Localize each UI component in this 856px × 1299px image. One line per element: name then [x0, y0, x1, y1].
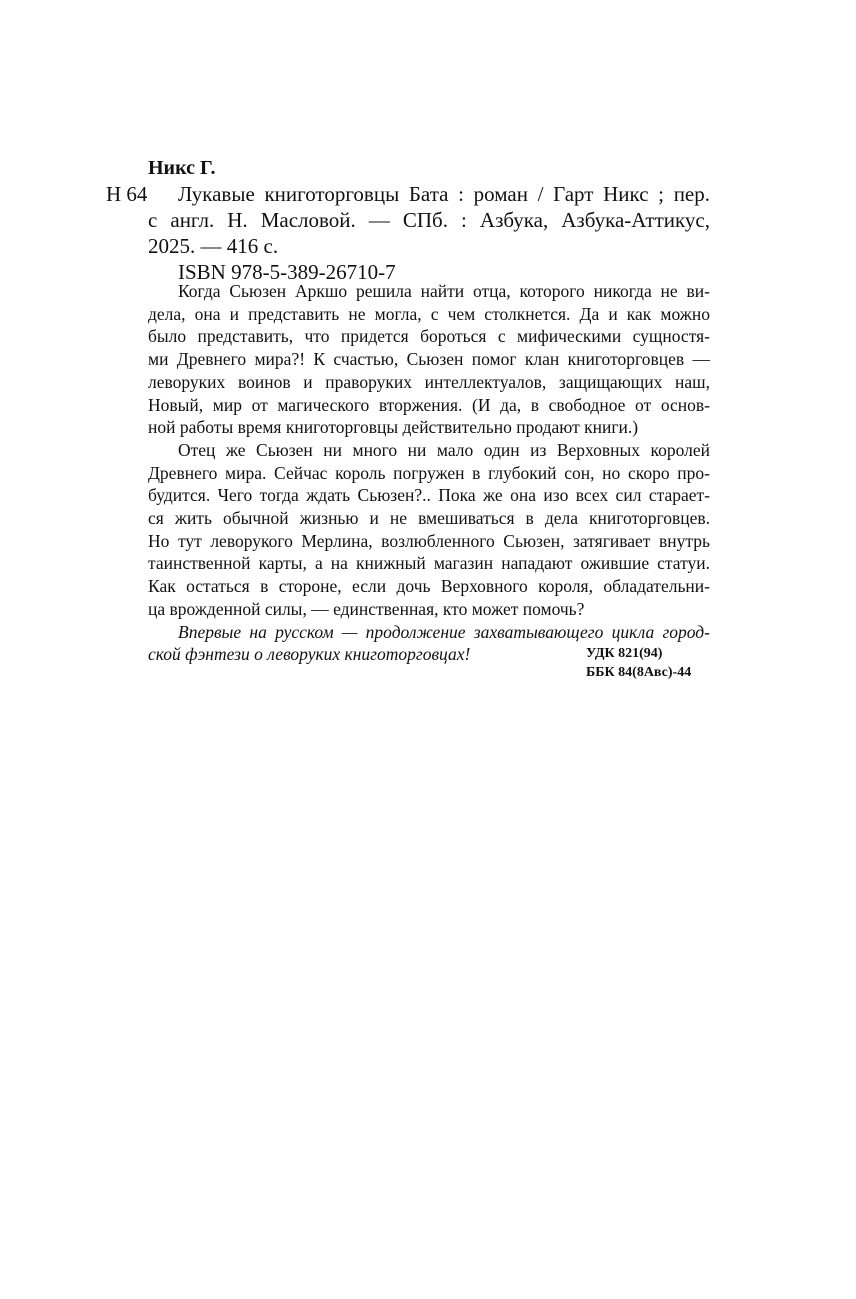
annotation-line: ся жить обычной жизнью и не вмешиваться в дела книготорговцев. — [148, 508, 710, 529]
annotation-italic-line: Впервые на русском — продолжение захватывающего цикла город- — [178, 621, 710, 642]
annotation-italic-line: ской фэнтези о леворуких книготорговцах! — [148, 644, 471, 665]
bibliographic-line: 2025. — 416 с. — [148, 234, 279, 258]
bibliographic-line: Лукавые книготорговцы Бата : роман / Гарт Никс ; пер. — [178, 182, 710, 206]
bibliographic-line: с англ. Н. Масловой. — СПб. : Азбука, Азбука-Аттикус, — [148, 208, 710, 232]
annotation-line: Древнего мира. Сейчас король погружен в глубокий сон, но скоро про- — [148, 462, 710, 483]
annotation-line: Новый, мир от магического вторжения. (И да, в свободное от основ- — [148, 394, 710, 415]
udk-code: УДК 821(94) — [586, 646, 663, 661]
annotation-line: ной работы время книготорговцы действительно продают книги.) — [148, 417, 639, 438]
annotation-line: таинственной карты, а на книжный магазин нападают ожившие статуи. — [148, 553, 710, 574]
bbk-code: ББК 84(8Авс)-44 — [586, 665, 692, 680]
annotation-line: леворуких воинов и праворуких интеллектуалов, защищающих наш, — [148, 371, 710, 392]
annotation-line: Как остаться в стороне, если дочь Верховного короля, обладательни- — [148, 576, 710, 597]
annotation-line: дела, она и представить не могла, с чем столкнется. Да и как можно — [148, 303, 710, 324]
annotation-line: Но тут леворукого Мерлина, возлюбленного Сьюзен, затягивает внутрь — [148, 530, 710, 551]
annotation-line: ца врожденной силы, — единственная, кто может помочь? — [148, 598, 585, 619]
annotation-line: Когда Сьюзен Аркшо решила найти отца, которого никогда не ви- — [178, 281, 710, 301]
author-heading: Никс Г. — [148, 157, 216, 179]
library-call-number: Н 64 — [106, 182, 148, 206]
bibliographic-record — [148, 181, 710, 285]
annotation-line: Отец же Сьюзен ни много ни мало один из Верховных королей — [178, 439, 710, 460]
isbn-line: ISBN 978-5-389-26710-7 — [178, 260, 396, 284]
annotation-line: будится. Чего тогда ждать Сьюзен?.. Пока же она изо всех сил старает- — [148, 485, 710, 506]
classification-codes — [586, 644, 691, 682]
annotation-line: было представить, что придется бороться с мифическими сущностя- — [148, 326, 710, 347]
annotation-line: ми Древнего мира?! К счастью, Сьюзен помог клан книготорговцев — — [148, 349, 710, 370]
annotation-text — [148, 280, 710, 666]
